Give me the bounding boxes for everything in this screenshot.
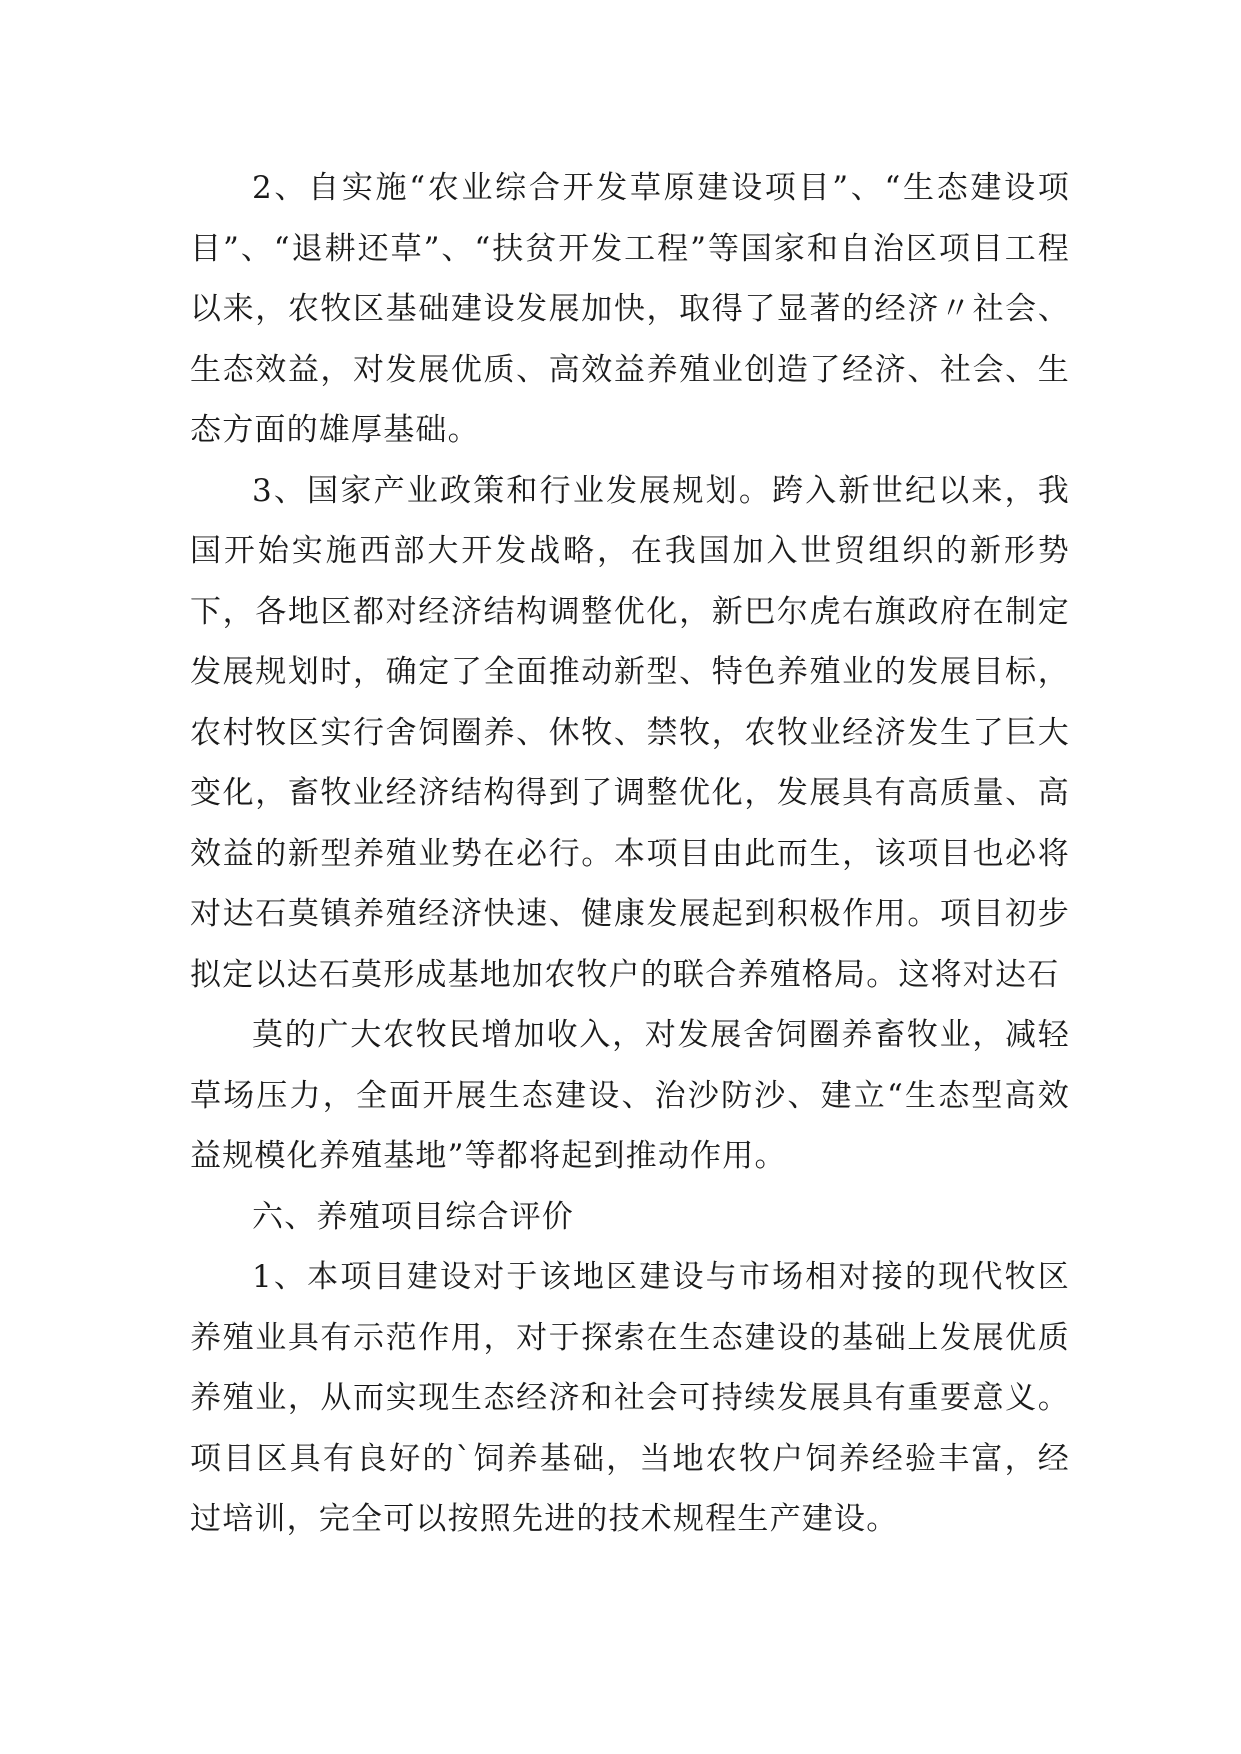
- section-heading-six: 六、养殖项目综合评价: [252, 1198, 574, 1235]
- paragraph-item-3: 3、国家产业政策和行业发展规划。跨入新世纪以来，我国开始实施西部大开发战略，在我国加入世贸组织的新形势下，各地区都对经济结构调整优化，新巴尔虎右旗政府在制定发展规划时，确定了全面推动新型、特色养殖业的发展目标，农村牧区实行舍饲圈养、休牧、禁牧，农牧业经济发生了巨大变化，畜牧业经济结构得到了调整优化，发展具有高质量、高效益的新型养殖业势在必行。本项目由此而生，该项目也必将对达石莫镇养殖经济快速、健康发展起到积极作用。项目初步拟定以达石莫形成基地加农牧户的联合养殖格局。这将对达石: [190, 472, 1070, 993]
- document-body: [190, 158, 1070, 1550]
- paragraph-item-2: 2、自实施“农业综合开发草原建设项目”、“生态建设项目”、“退耕还草”、“扶贫开发工程”等国家和自治区项目工程以来，农牧区基础建设发展加快，取得了显著的经济〃社会、生态效益，对发展优质、高效益养殖业创造了经济、社会、生态方面的雄厚基础。: [190, 170, 1070, 448]
- paragraph-continuation: 莫的广大农牧民增加收入，对发展舍饲圈养畜牧业，减轻草场压力，全面开展生态建设、治沙防沙、建立“生态型高效益规模化养殖基地”等都将起到推动作用。: [190, 1017, 1070, 1174]
- paragraph-item-1: 1、本项目建设对于该地区建设与市场相对接的现代牧区养殖业具有示范作用，对于探索在生态建设的基础上发展优质养殖业，从而实现生态经济和社会可持续发展具有重要意义。项目区具有良好的`饲养基础，当地农牧户饲养经验丰富，经过培训，完全可以按照先进的技术规程生产建设。: [190, 1259, 1070, 1537]
